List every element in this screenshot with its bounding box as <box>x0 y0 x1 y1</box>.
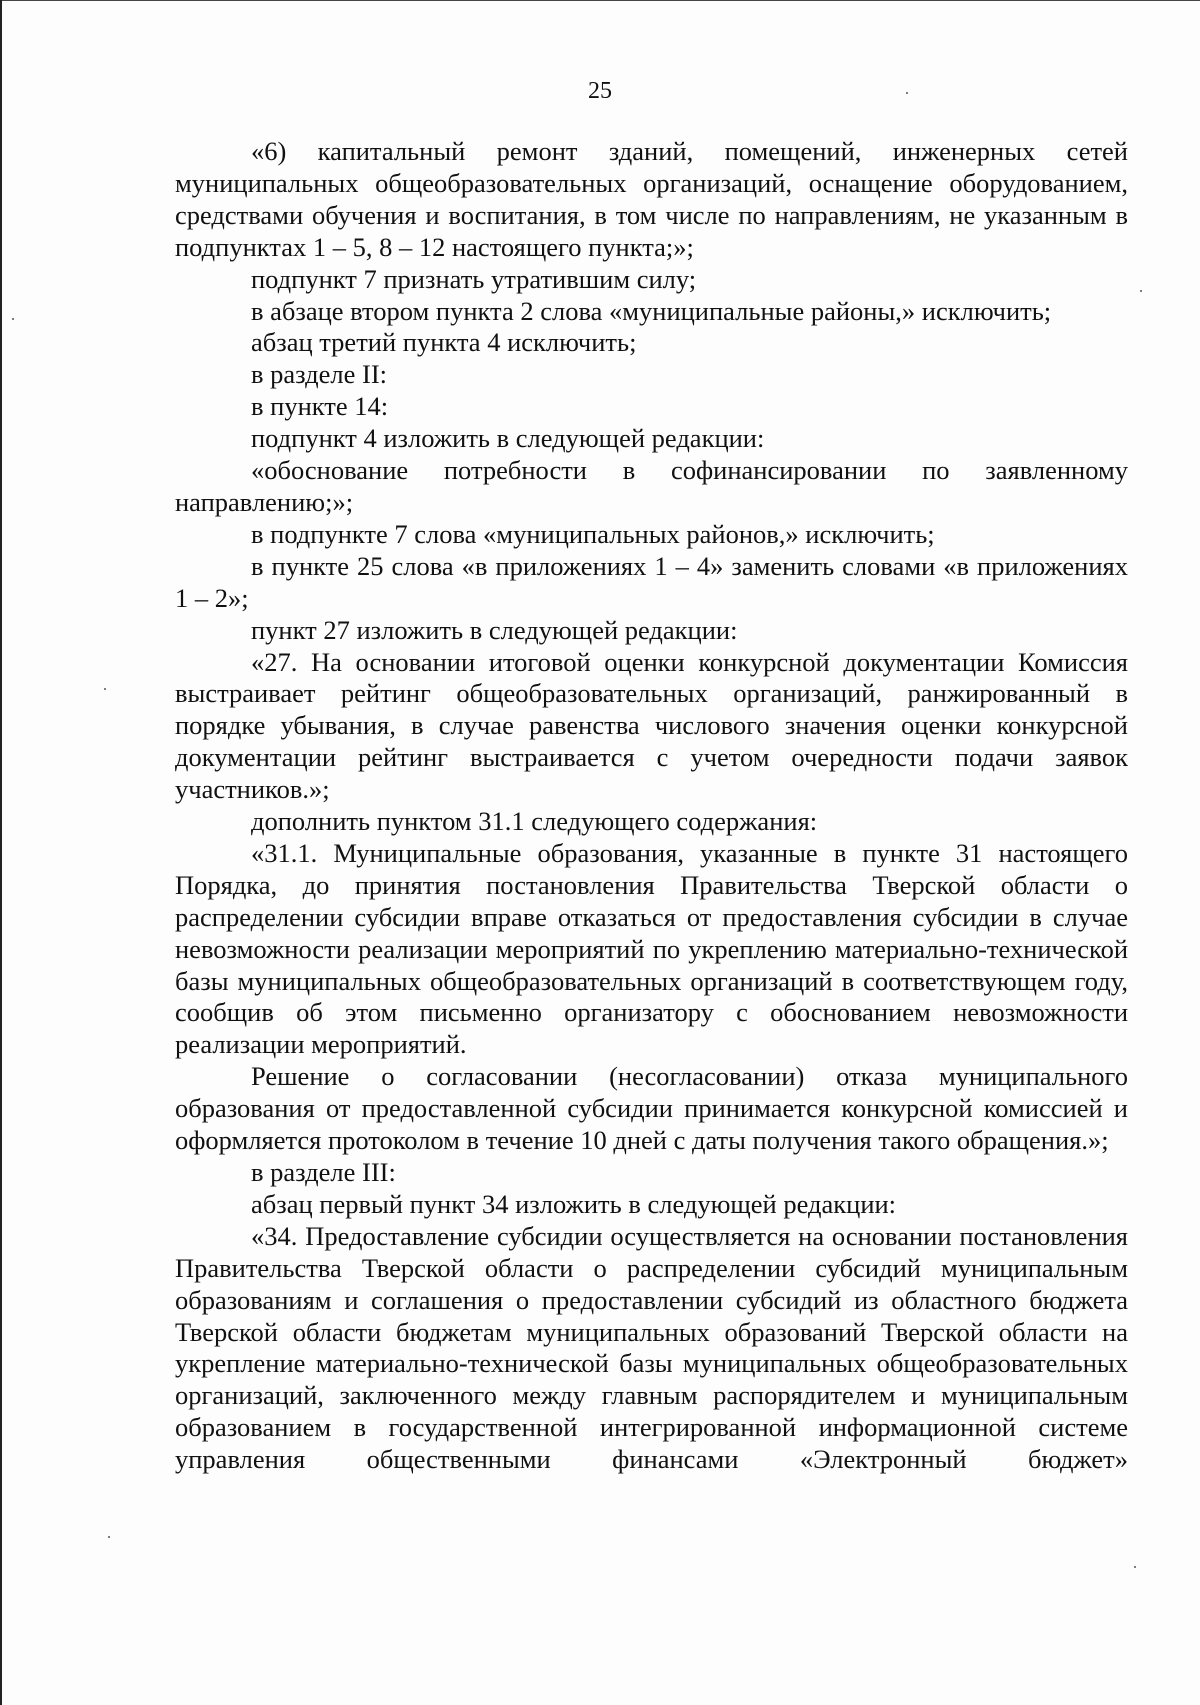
paragraph: в подпункте 7 слова «муниципальных районов,» исключить; <box>251 518 935 549</box>
document-body <box>175 136 1128 1476</box>
paragraph: в пункте 25 слова «в приложениях 1 – 4» заменить словами «в приложениях 1 – 2»; <box>175 550 1128 613</box>
paragraph: в разделе II: <box>251 359 388 390</box>
paragraph: «31.1. Муниципальные образования, указанные в пункте 31 настоящего Порядка, до принятия постановления Правительства Тверской области о распределении субсидии вправе отказаться от предоставления субсидии в случае невозможности реализации мероприятий по укреплению материально-технической базы муниципальных общеобразовательных организаций в соответствующем году, сообщив об этом письменно организатору с обоснованием невозможности реализации мероприятий. <box>175 837 1128 1060</box>
scan-speck <box>12 318 14 320</box>
paragraph: в пункте 14: <box>251 391 389 422</box>
paragraph: дополнить пунктом 31.1 следующего содержания: <box>251 806 818 837</box>
paragraph: «6) капитальный ремонт зданий, помещений, инженерных сетей муниципальных общеобразовательных организаций, оснащение оборудованием, средствами обучения и воспитания, в том числе по направлениям, не указанным в подпунктах 1 – 5, 8 – 12 настоящего пункта;»; <box>175 136 1128 262</box>
paragraph: «34. Предоставление субсидии осуществляется на основании постановления Правительства Тверской области о распределении субсидий муниципальным образованиям и соглашения о предоставлении субсидий из областного бюджета Тверской области бюджетам муниципальных образований Тверской области на укрепление материально-технической базы муниципальных общеобразовательных организаций, заключенного между главным распорядителем и муниципальным образованием в государственной интегрированной информационной системе управления общественными финансами «Электронный бюджет» <box>175 1220 1128 1475</box>
scan-speck <box>104 688 106 690</box>
paragraph: в разделе III: <box>251 1157 396 1187</box>
paragraph: пункт 27 изложить в следующей редакции: <box>251 614 738 645</box>
paragraph: абзац третий пункта 4 исключить; <box>251 327 637 358</box>
paragraph: подпункт 4 изложить в следующей редакции: <box>251 423 765 454</box>
paragraph: абзац первый пункт 34 изложить в следующей редакции: <box>251 1188 897 1219</box>
scan-top-edge <box>0 0 1200 1</box>
paragraph: Решение о согласовании (несогласовании) отказа муниципального образования от предоставленной субсидии принимается конкурсной комиссией и оформляется протоколом в течение 10 дней с даты получения такого обращения.»; <box>175 1061 1128 1156</box>
scan-left-edge <box>0 0 2 1705</box>
paragraph: «27. На основании итоговой оценки конкурсной документации Комиссия выстраивает рейтинг общеобразовательных организаций, ранжированный в порядке убывания, в случае равенства числового значения оценки конкурсной документации рейтинг выстраивается с учетом очередности подачи заявок участников.»; <box>175 646 1128 805</box>
scan-speck <box>1140 290 1142 292</box>
paragraph: подпункт 7 признать утратившим силу; <box>251 263 697 294</box>
paragraph: «обоснование потребности в софинансировании по заявленному направлению;»; <box>175 455 1128 517</box>
page-number: 25 <box>588 78 612 104</box>
scan-speck <box>108 1536 110 1538</box>
paragraph: в абзаце втором пункта 2 слова «муниципальные районы,» исключить; <box>251 295 1052 326</box>
scan-speck <box>1134 1566 1136 1568</box>
